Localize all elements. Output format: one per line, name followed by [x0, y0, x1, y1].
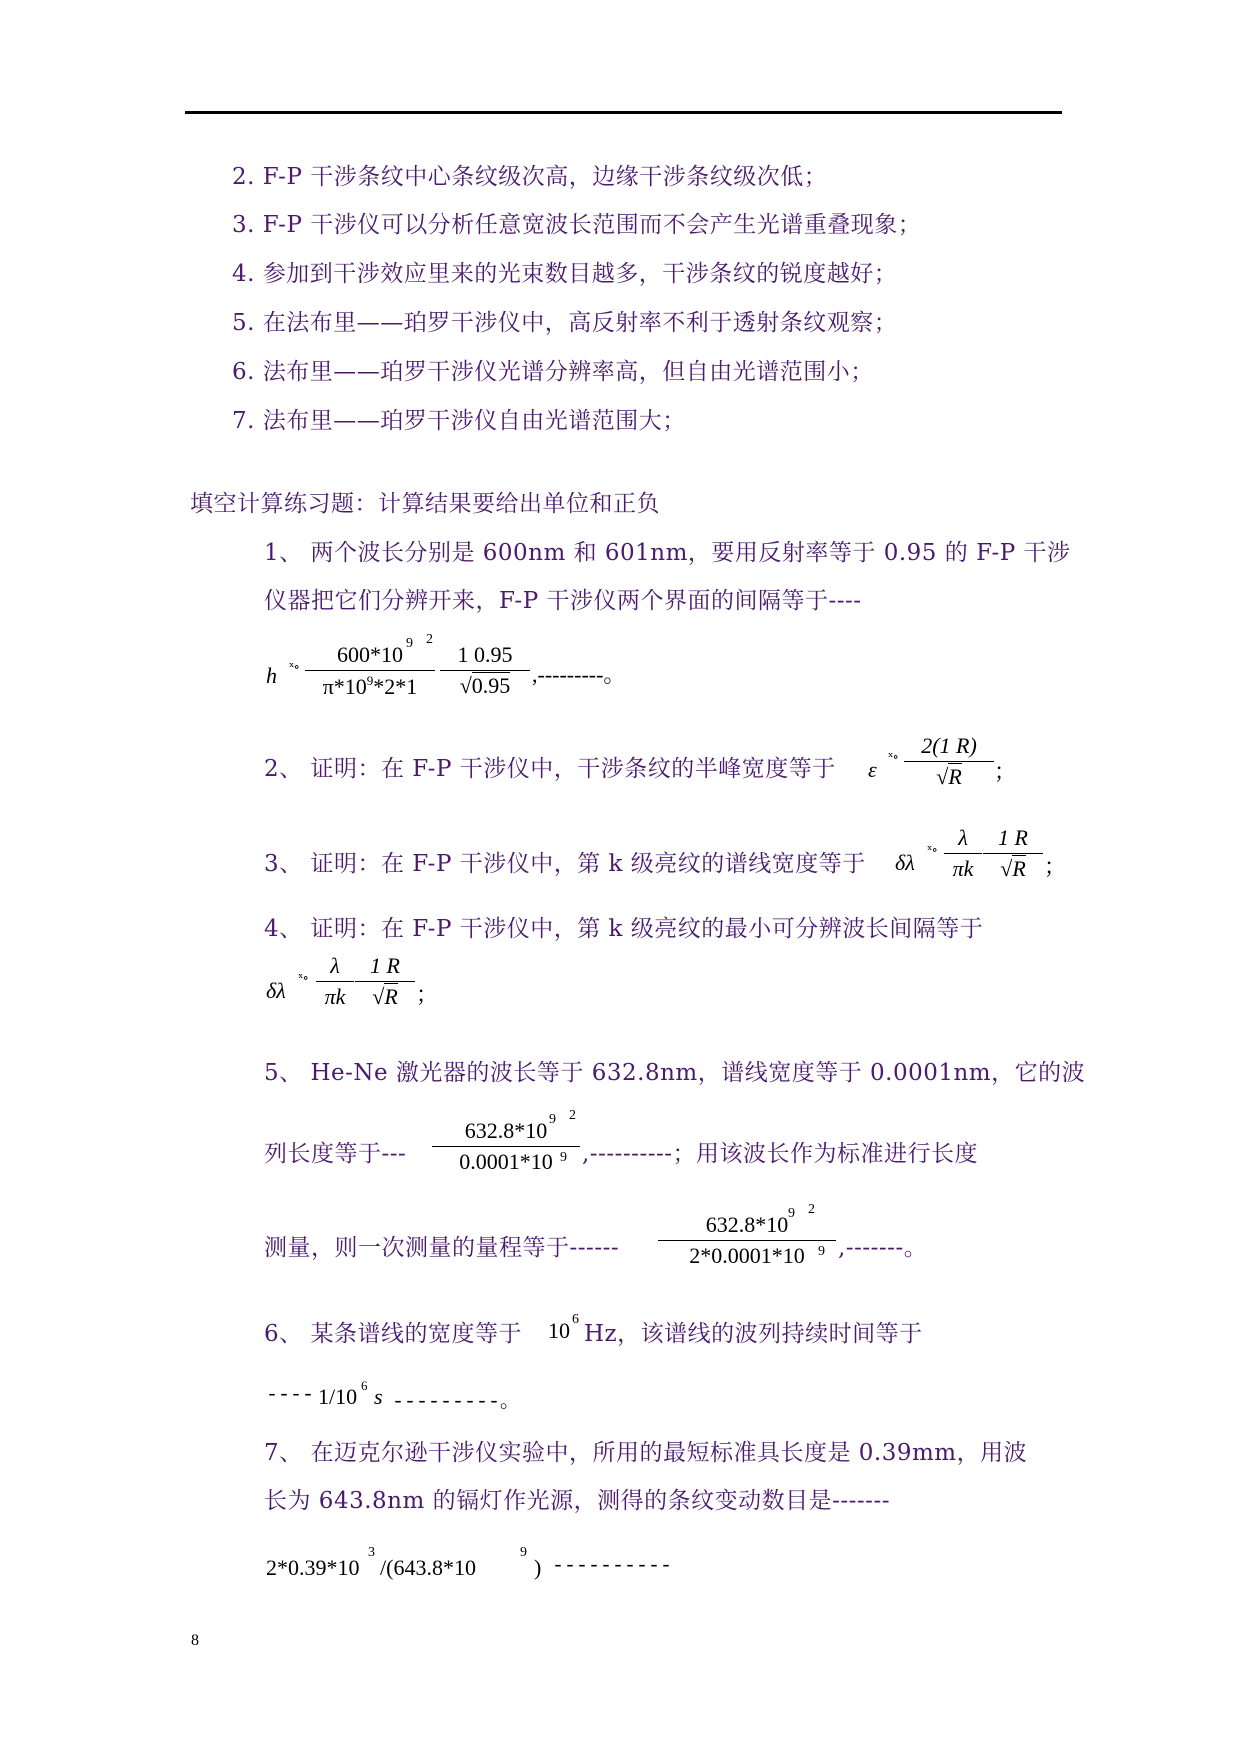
- problem-5-line-2-prefix: 列长度等于---: [264, 1141, 407, 1167]
- dash-run: ----: [266, 1384, 315, 1407]
- formula-7-b: /(643.8*10: [380, 1555, 476, 1580]
- exponent-p5-1a: 9: [549, 1112, 556, 1127]
- fraction-p3-a-numerator: λ: [958, 825, 968, 850]
- fraction-p3-a-denominator: πk: [944, 853, 982, 882]
- fraction-1-denominator: $\pi*10^9*2*1$: [305, 670, 435, 700]
- answer-value: 1/10: [318, 1384, 358, 1409]
- problem-7-line-1: 7、 在迈克尔逊干涉仪实验中，所用的最短标准具长度是 0.39mm，用波: [264, 1440, 1028, 1466]
- fraction-1-numerator: 600*10: [337, 642, 403, 667]
- equals-glyph: ˣ∘: [298, 971, 308, 986]
- equals-glyph: ˣ∘: [927, 843, 937, 858]
- fraction-1: [305, 642, 435, 700]
- problem-6-line-1-suffix: Hz，该谱线的波列持续时间等于: [584, 1321, 923, 1347]
- fraction-p2-denominator: √R: [904, 761, 994, 790]
- section-title: 填空计算练习题：计算结果要给出单位和正负: [190, 491, 660, 517]
- problem-5-line-2-suffix: ,----------；用该波长作为标准进行长度: [582, 1141, 979, 1167]
- formula-7-e1: 3: [368, 1545, 375, 1560]
- equals-glyph: ˣ∘: [289, 660, 299, 675]
- statement-4: 4. 参加到干涉效应里来的光束数目越多，干涉条纹的锐度越好；: [232, 261, 898, 287]
- answer-unit: s: [374, 1384, 383, 1409]
- fraction-p2-numerator: 2(1 R): [921, 733, 977, 758]
- problem-3-text: 3、 证明：在 F-P 干涉仪中，第 k 级亮纹的谱线宽度等于: [264, 851, 866, 877]
- statement-2: 2. F-P 干涉条纹中心条纹级次高，边缘干涉条纹级次低；: [232, 164, 828, 190]
- delta-lambda: δλ: [895, 850, 915, 875]
- equals-glyph: ˣ∘: [888, 750, 898, 765]
- formula-4-tail: ；: [416, 982, 439, 1007]
- statement-6: 6. 法布里——珀罗干涉仪光谱分辨率高，但自由光谱范围小；: [232, 359, 874, 385]
- fraction-p2: [904, 733, 994, 790]
- statement-3: 3. F-P 干涉仪可以分析任意宽波长范围而不会产生光谱重叠现象；: [232, 212, 922, 238]
- fraction-2: [440, 642, 530, 699]
- problem-2-text: 2、 证明：在 F-P 干涉仪中，干涉条纹的半峰宽度等于: [264, 756, 836, 782]
- problem-5-line-3-suffix: ,-------。: [838, 1235, 928, 1261]
- fraction-p5-1-numerator: 632.8*10: [464, 1118, 548, 1143]
- formula-h: h: [266, 663, 277, 688]
- problem-1-line-2: 仪器把它们分辨开来，F-P 干涉仪两个界面的间隔等于----: [264, 588, 862, 614]
- fraction-p5-1: [432, 1118, 580, 1175]
- fraction-p4-a: [316, 953, 354, 1010]
- problem-7-line-2: 长为 643.8nm 的镉灯作光源，测得的条纹变动数目是-------: [264, 1488, 890, 1514]
- fraction-p3-b-denominator: √R: [983, 853, 1043, 882]
- problem-4-text: 4、 证明：在 F-P 干涉仪中，第 k 级亮纹的最小可分辨波长间隔等于: [264, 916, 984, 942]
- formula-7-tail: ----------: [552, 1555, 673, 1578]
- exponent-p5-1b: 2: [569, 1108, 576, 1123]
- fraction-p4-a-denominator: πk: [316, 981, 354, 1010]
- problem-1-line-1: 1、 两个波长分别是 600nm 和 601nm，要用反射率等于 0.95 的 F-P 干涉: [264, 540, 1071, 566]
- fraction-p3-b-numerator: 1 R: [998, 825, 1028, 850]
- formula-7-c: ): [534, 1555, 542, 1580]
- header-rule: [185, 111, 1062, 114]
- problem-5-line-1: 5、 He-Ne 激光器的波长等于 632.8nm，谱线宽度等于 0.0001nm，它的波: [264, 1060, 1086, 1086]
- formula-7-e2: 9: [520, 1545, 527, 1560]
- answer-exp: 6: [361, 1378, 368, 1393]
- fraction-p5-2-denominator: 2*0.0001*10: [658, 1240, 836, 1269]
- exponent-p5-2c: 9: [818, 1244, 825, 1259]
- formula-3-tail: ；: [1044, 854, 1067, 879]
- epsilon-symbol: ε: [868, 757, 877, 782]
- exponent-1: 9: [406, 636, 413, 651]
- answer-tail: ---------。: [392, 1391, 521, 1414]
- problem-6-line-1-prefix: 6、 某条谱线的宽度等于: [264, 1321, 522, 1347]
- statement-5: 5. 在法布里——珀罗干涉仪中，高反射率不利于透射条纹观察；: [232, 310, 898, 336]
- fraction-p4-a-numerator: λ: [330, 953, 340, 978]
- problem-5-line-3-prefix: 测量，则一次测量的量程等于------: [264, 1235, 620, 1261]
- exponent-p5-1c: 9: [560, 1150, 567, 1165]
- fraction-p5-1-denominator: 0.0001*10: [432, 1146, 580, 1175]
- formula-7-a: 2*0.39*10: [266, 1555, 360, 1580]
- statement-7: 7. 法布里——珀罗干涉仪自由光谱范围大；: [232, 408, 686, 434]
- problem-6-frequency-exp: 6: [572, 1312, 579, 1327]
- exponent-p5-2a: 9: [788, 1206, 795, 1221]
- formula-2-tail: ；: [994, 759, 1017, 784]
- fraction-2-numerator: 1 0.95: [457, 642, 513, 667]
- exponent-p5-2b: 2: [808, 1202, 815, 1217]
- fraction-p4-b-denominator: √R: [355, 981, 415, 1010]
- fraction-p3-a: [944, 825, 982, 882]
- fraction-p5-2: [658, 1212, 836, 1269]
- page-number: 8: [191, 1632, 199, 1649]
- fraction-p3-b: [983, 825, 1043, 882]
- fraction-p5-2-numerator: 632.8*10: [705, 1212, 789, 1237]
- exponent-2: 2: [426, 632, 433, 647]
- fraction-2-denominator: √0.95: [440, 670, 530, 699]
- fraction-p4-b-numerator: 1 R: [370, 953, 400, 978]
- fraction-p4-b: [355, 953, 415, 1010]
- problem-6-frequency-base: 10: [548, 1318, 570, 1343]
- formula-1-tail: ,---------。: [532, 662, 626, 687]
- delta-lambda: δλ: [266, 978, 286, 1003]
